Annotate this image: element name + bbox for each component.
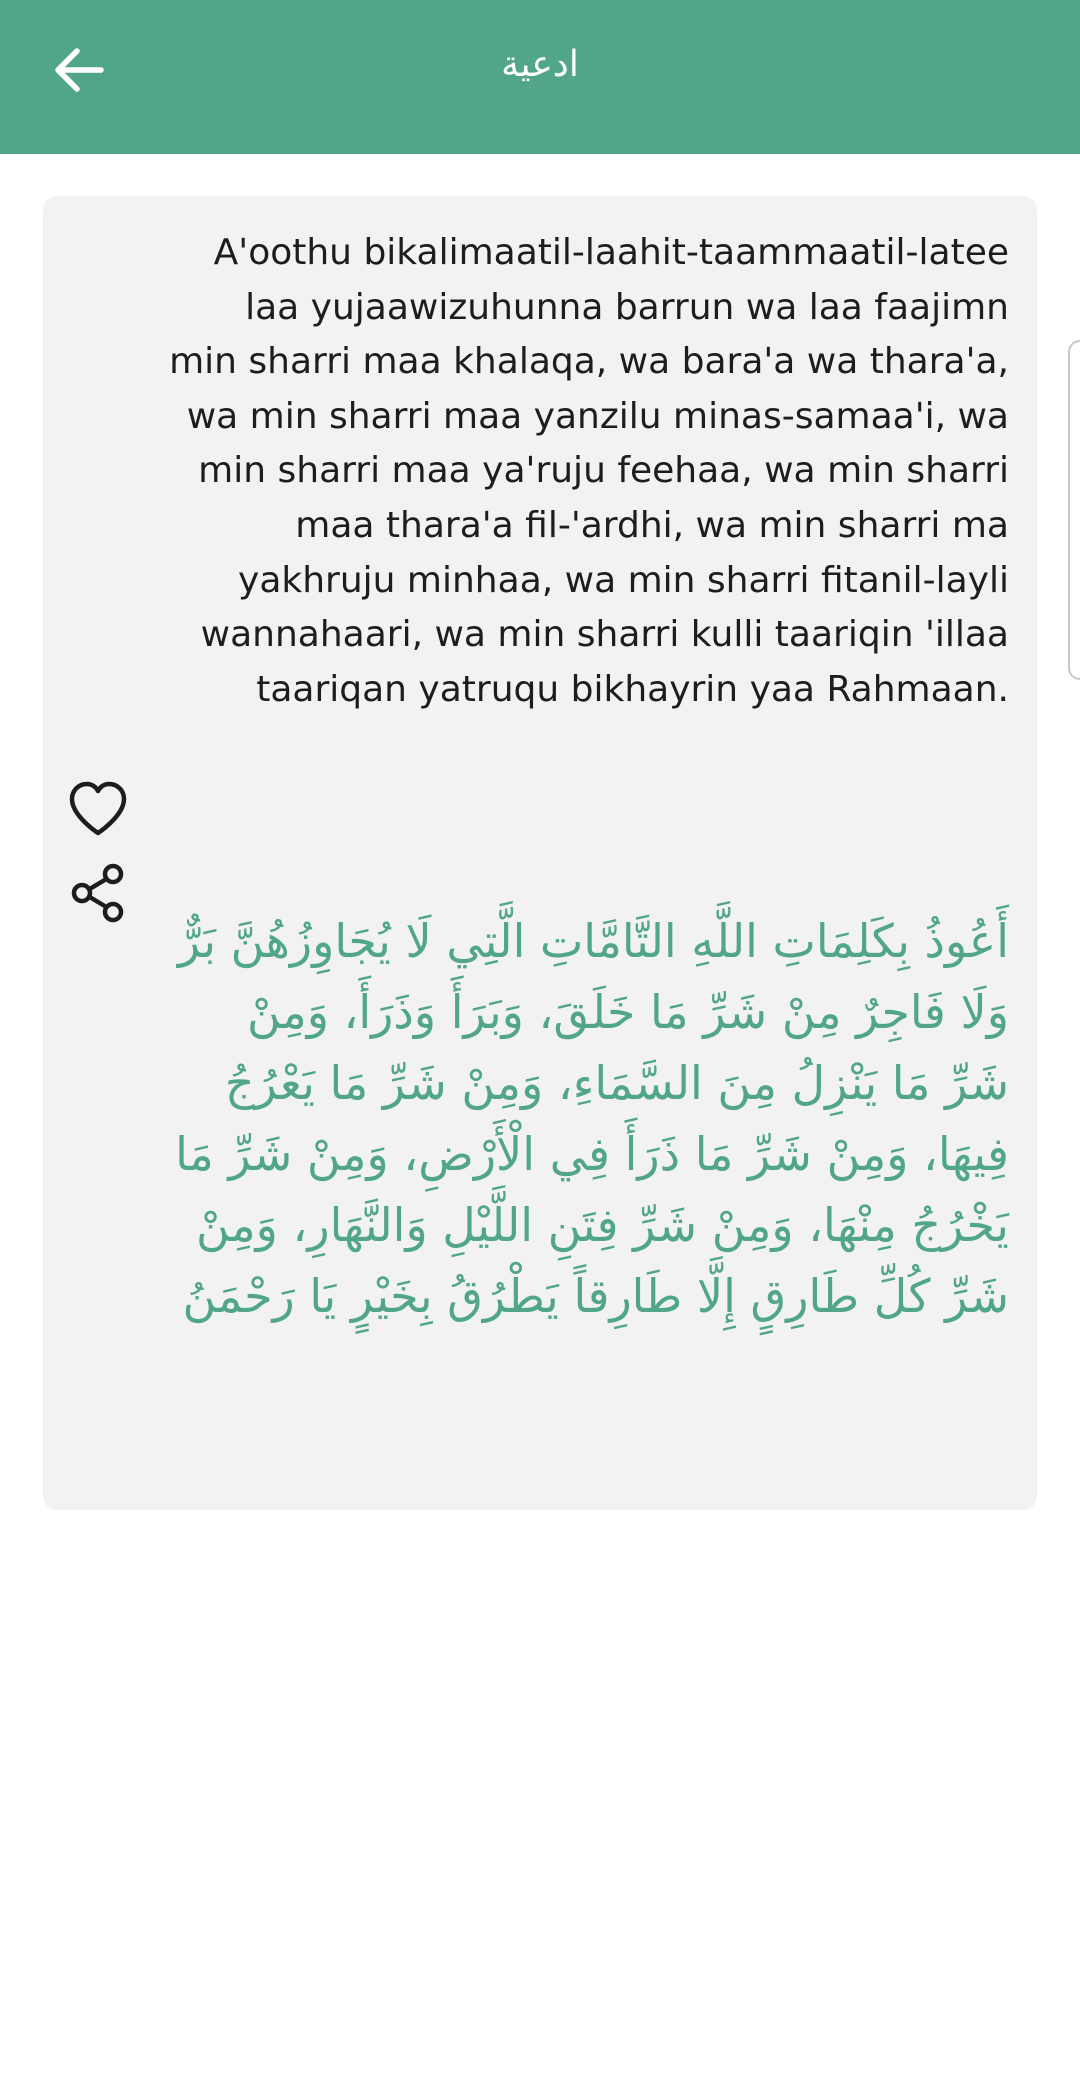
favorite-button[interactable] xyxy=(63,776,133,842)
dua-transliteration: A'oothu bikalimaatil-laahit-taammaatil-latee laa yujaawizuhunna barrun wa laa faajimn min sharri maa khalaqa, wa bara'a wa thara'a, wa min sharri maa yanzilu minas-samaa'i, wa min sharri maa ya'ruju feehaa, wa min sharri maa thara'a fil-'ardhi, wa min sharri ma yakhruju minhaa, wa min sharri fitanil-layli wannahaari, wa min sharri kulli taariqin 'illaa taariqan yatruqu bikhayrin yaa Rahmaan. xyxy=(169,232,1009,710)
share-icon xyxy=(69,863,127,923)
dua-card xyxy=(43,196,1037,1510)
side-drawer-handle[interactable] xyxy=(1068,340,1080,680)
app-bar xyxy=(0,0,1080,154)
share-button[interactable] xyxy=(63,858,133,928)
dua-arabic-text: أَعُوذُ بِكَلِمَاتِ اللَّهِ التَّامَّاتِ الَّتِي لَا يُجَاوِزُهُنَّ بَرٌّ وَلَا فَاجِرٌ مِنْ شَرِّ مَا خَلَقَ، وَبَرَأَ وَذَرَأَ، وَمِنْ شَرِّ مَا يَنْزِلُ مِنَ السَّمَاءِ، وَمِنْ شَرِّ مَا يَعْرُجُ فِيهَا، وَمِنْ شَرِّ مَا ذَرَأَ فِي الْأَرْضِ، وَمِنْ شَرِّ مَا يَخْرُجُ مِنْهَا، وَمِنْ شَرِّ فِتَنِ اللَّيْلِ وَالنَّهَارِ، وَمِنْ شَرِّ كُلِّ طَارِقٍ إِلَّا طَارِقاً يَطْرُقُ بِخَيْرٍ يَا رَحْمَنُ xyxy=(175,914,1009,1323)
heart-outline-icon xyxy=(68,781,128,837)
page-title: ادعية xyxy=(501,44,579,85)
